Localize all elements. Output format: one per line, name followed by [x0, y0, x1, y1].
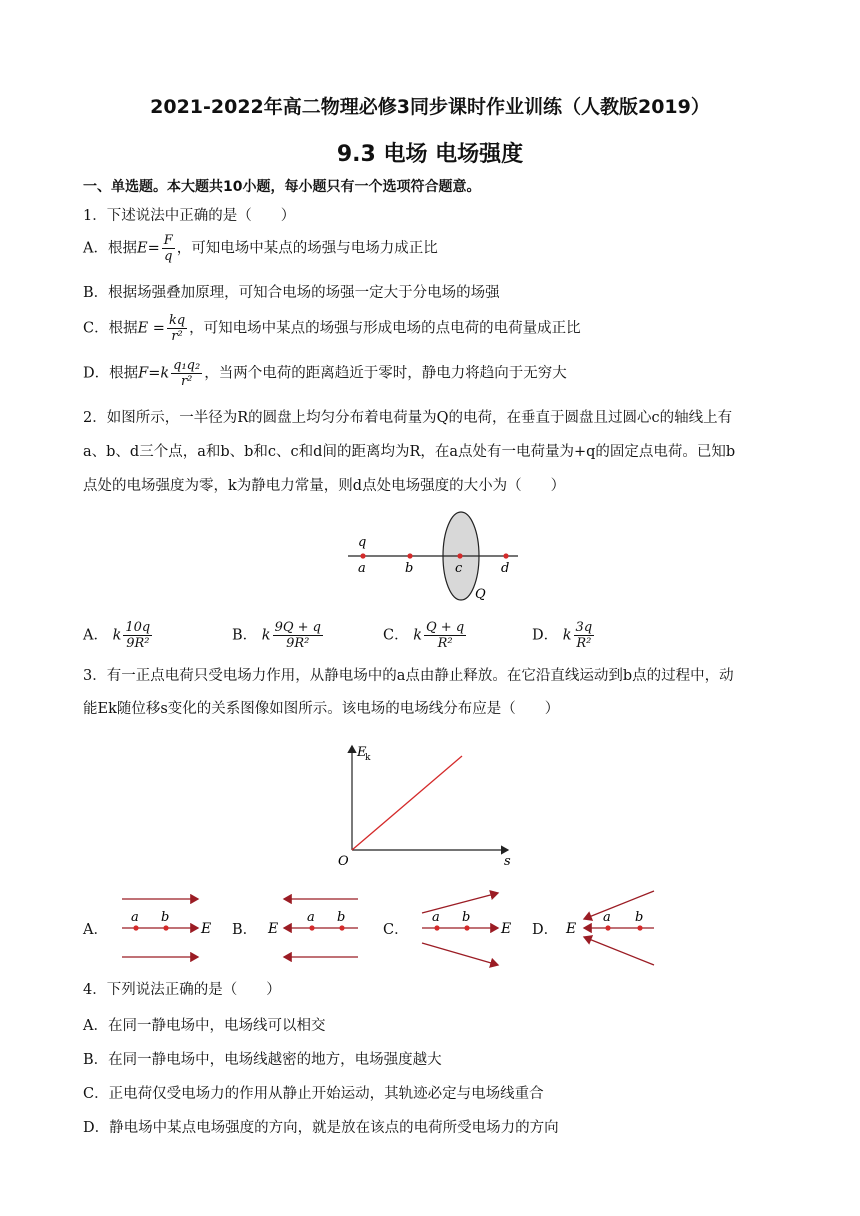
label-E: E [501, 921, 512, 937]
graph-ylabel: E [357, 745, 367, 760]
q4-option-c: C．正电荷仅受电场力的作用从静止开始运动，其轨迹必定与电场线重合 [83, 1086, 544, 1102]
label-d: d [501, 561, 510, 576]
q3-option-b-figure [262, 885, 372, 965]
field-line-top [584, 891, 654, 919]
q1-d-frac [171, 358, 202, 389]
q3-line1: 3．有一正点电荷只受电场力作用，从静电场中的a点由静止释放。在它沿直线运动到b点的过程中，动 [83, 668, 734, 684]
label-E: E [201, 921, 212, 937]
q3-option-d-figure [562, 885, 672, 970]
q2-option-c [383, 620, 468, 651]
q2-d-num: 3q [575, 620, 593, 635]
q2-a-frac [123, 620, 152, 651]
q2-c-label: C． [383, 627, 409, 644]
q1-c-eq: E = [137, 320, 165, 337]
q2-line2: a、b、d三个点，a和b、b和c、c和d间的距离均为R，在a点处有一电荷量为+q的固定点电荷。已知b [83, 444, 736, 460]
q2-d-k: k [562, 627, 572, 644]
q1-d-den: r² [180, 374, 193, 389]
q1-a-frac [162, 233, 175, 264]
q2-a-num: 10q [125, 620, 151, 635]
q1-d-eq: F=k [138, 365, 170, 382]
q2-d-frac [574, 620, 595, 651]
q2-b-den: 9R² [286, 636, 310, 651]
q1-c-num: kq [168, 313, 186, 328]
lesson-title: 9.3 电场 电场强度 [336, 142, 524, 167]
section-heading: 一、单选题。本大题共10小题，每小题只有一个选项符合题意。 [83, 179, 481, 195]
q2-d-den: R² [576, 636, 592, 651]
point-c-dot [457, 553, 462, 558]
q4-option-b: B．在同一静电场中，电场线越密的地方，电场强度越大 [83, 1052, 442, 1068]
q1-d-num: q₁q₂ [173, 358, 201, 373]
label-b: b [405, 561, 414, 576]
q3-option-a-figure [110, 885, 220, 965]
q1-option-a [83, 233, 438, 264]
q2-a-k: k [112, 627, 122, 644]
q2-c-k: k [413, 627, 423, 644]
q2-line1: 2．如图所示，一半径为R的圆盘上均匀分布着电荷量为Q的电荷，在垂直于圆盘且过圆心c的轴线上有 [83, 410, 733, 426]
label-Q: Q [475, 587, 486, 602]
point-d-dot [503, 553, 508, 558]
q1-a-den: q [164, 249, 173, 264]
q3-option-c-figure [412, 885, 522, 970]
q2-b-num: 9Q + q [274, 620, 321, 635]
q1-c-pre: C．根据 [83, 320, 138, 337]
q3-option-a-label: A． [83, 922, 108, 938]
field-line-bottom [584, 937, 654, 965]
q2-option-b [232, 620, 325, 651]
label-b: b [161, 910, 170, 925]
q2-b-frac [273, 620, 323, 651]
q2-a-den: 9R² [126, 636, 150, 651]
label-a: a [358, 561, 366, 576]
graph-xlabel: s [504, 854, 511, 868]
label-a: a [131, 910, 139, 925]
q2-disk-figure [340, 510, 530, 605]
point-b-dot [339, 925, 344, 930]
label-E: E [566, 921, 577, 937]
q4-option-a: A．在同一静电场中，电场线可以相交 [83, 1018, 326, 1034]
point-a-dot [434, 925, 439, 930]
q1-a-pre: A．根据 [83, 240, 137, 257]
q2-c-num: Q + q [426, 620, 465, 635]
field-line-bottom [422, 943, 498, 965]
q1-c-frac [167, 313, 187, 344]
label-E: E [268, 921, 279, 937]
q1-stem: 1．下述说法中正确的是（ ） [83, 208, 296, 224]
q2-line3: 点处的电场强度为零，k为静电力常量，则d点处电场强度的大小为（ ） [83, 478, 566, 494]
q1-c-post: ，可知电场中某点的场强与形成电场的点电荷的电荷量成正比 [189, 320, 581, 337]
point-b-dot [464, 925, 469, 930]
q2-option-a [83, 620, 154, 651]
q1-d-pre: D．根据 [83, 365, 139, 382]
q2-d-label: D． [532, 627, 559, 644]
label-b: b [337, 910, 346, 925]
q4-option-d: D．静电场中某点电场强度的方向，就是放在该点的电荷所受电场力的方向 [83, 1120, 559, 1136]
q3-option-b-label: B． [232, 922, 258, 938]
q2-c-frac [424, 620, 466, 651]
q2-option-d [532, 620, 596, 651]
document-title: 2021-2022年高二物理必修3同步课时作业训练（人教版2019） [150, 96, 710, 118]
q1-d-post: ，当两个电荷的距离趋近于零时，静电力将趋向于无穷大 [204, 365, 567, 382]
q1-option-d [83, 358, 567, 389]
label-a: a [307, 910, 315, 925]
label-q: q [358, 535, 367, 550]
point-a-dot [605, 925, 610, 930]
label-c: c [455, 561, 463, 576]
point-b-dot [407, 553, 412, 558]
point-a-dot [309, 925, 314, 930]
q3-option-c-label: C． [383, 922, 409, 938]
ek-s-graph [330, 738, 520, 868]
q3-line2: 能Ek随位移s变化的关系图像如图所示。该电场的电场线分布应是（ ） [83, 701, 560, 717]
label-b: b [635, 910, 644, 925]
point-a-dot [133, 925, 138, 930]
graph-origin: O [338, 854, 349, 868]
q3-option-d-label: D． [532, 922, 559, 938]
point-b-dot [163, 925, 168, 930]
q1-a-eq: E= [136, 240, 160, 257]
q2-b-k: k [261, 627, 271, 644]
q1-a-post: ，可知电场中某点的场强与电场力成正比 [176, 240, 438, 257]
point-a-dot [360, 553, 365, 558]
label-a: a [603, 910, 611, 925]
q1-a-num: F [163, 233, 173, 248]
q2-c-den: R² [437, 636, 453, 651]
q2-a-label: A． [83, 627, 108, 644]
point-b-dot [637, 925, 642, 930]
label-b: b [462, 910, 471, 925]
q4-stem: 4．下列说法正确的是（ ） [83, 982, 281, 998]
q1-option-b: B．根据场强叠加原理，可知合电场的场强一定大于分电场的场强 [83, 285, 500, 301]
graph-ek-line [352, 756, 462, 850]
q2-b-label: B． [232, 627, 258, 644]
label-a: a [432, 910, 440, 925]
q1-option-c [83, 313, 581, 344]
q1-c-den: r² [171, 329, 183, 344]
graph-ylabel-sub: k [365, 753, 371, 763]
